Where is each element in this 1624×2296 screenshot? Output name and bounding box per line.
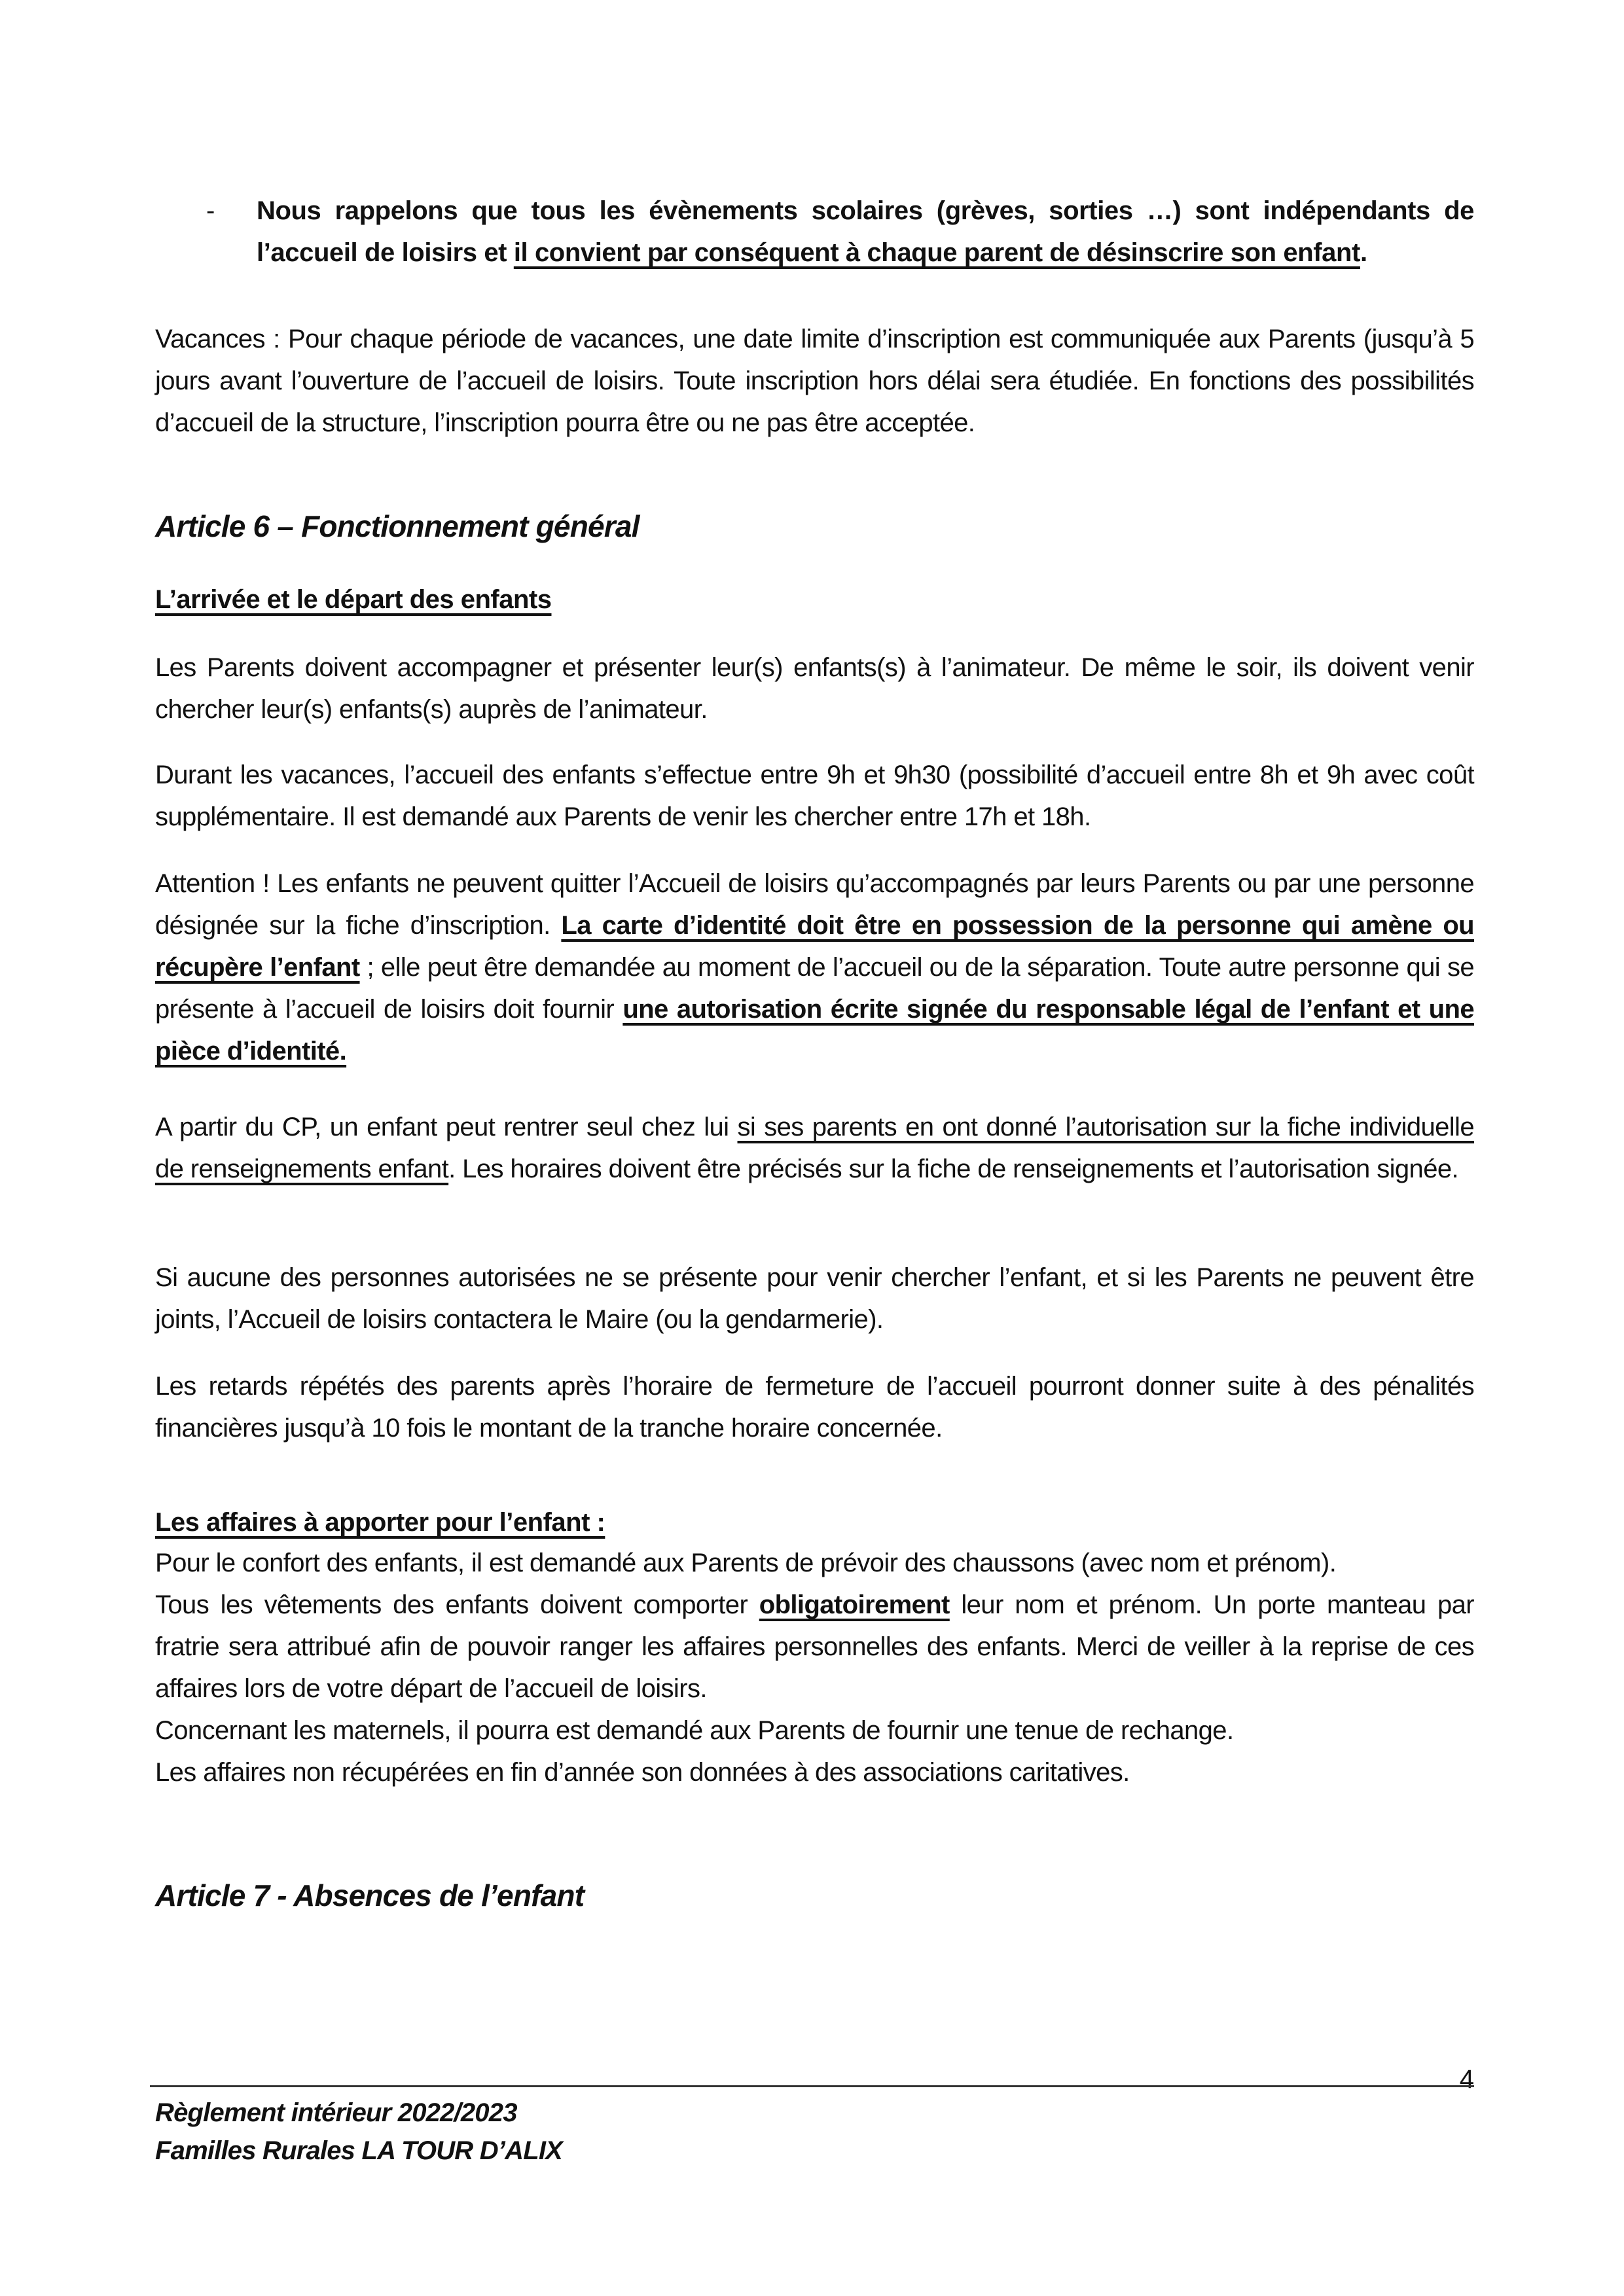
bullet-text-plain: Nous rappelons que tous les évènements scolaires (grèves, sorties …) sont indépendants de l’accueil de loisirs et (257, 196, 1474, 267)
vetements-obligatoirement: obligatoirement (759, 1590, 950, 1619)
article-7-title: Article 7 - Absences de l’enfant (155, 1878, 585, 1912)
cp-autorisation-underlined: si ses parents en ont donné l’autorisation sur la fiche individuelle de renseignements enfant (155, 1113, 1474, 1183)
paragraph-attention (155, 863, 1474, 1072)
attention-autorisation-ecrite: une autorisation écrite signée du responsable légal de l’enfant et une pièce d’identité. (155, 995, 1474, 1066)
affaires-line-maternels: Concernant les maternels, il pourra est demandé aux Parents de fournir une tenue de rechange. (155, 1716, 1234, 1745)
bullet-text-underlined: il convient par conséquent à chaque parent de désinscrire son enfant (513, 238, 1360, 267)
paragraph-horaires-vacances: Durant les vacances, l’accueil des enfants s’effectue entre 9h et 9h30 (possibilité d’accueil entre 8h et 9h avec coût supplémentaire. Il est demandé aux Parents de venir les chercher entre 17h et 18h. (155, 761, 1474, 831)
cp-text-2: . Les horaires doivent être précisés sur la fiche de renseignements et l’autorisation signée. (448, 1155, 1458, 1183)
vetements-text-1: Tous les vêtements des enfants doivent comporter (155, 1590, 759, 1619)
bullet-text (257, 190, 1474, 274)
footer-divider (150, 2085, 1474, 2087)
paragraph-cp-autorisation (155, 1106, 1474, 1190)
paragraph-accompagner: Les Parents doivent accompagner et présenter leur(s) enfants(s) à l’animateur. De même le soir, ils doivent venir chercher leur(s) enfants(s) auprès de l’animateur. (155, 653, 1474, 724)
affaires-paragraph-vetements (155, 1584, 1474, 1710)
affaires-line-non-recuperees: Les affaires non récupérées en fin d’année son données à des associations caritatives. (155, 1758, 1130, 1787)
attention-carte-identite: La carte d’identité doit être en possession de la personne qui amène ou récupère l’enfant (155, 911, 1474, 982)
attention-text-2: ; elle peut être demandée au moment de l’accueil ou de la séparation. Toute autre personne qui se présente à l’accueil de loisirs doit fournir (155, 953, 1475, 1024)
footer-title: Règlement intérieur 2022/2023 (155, 2098, 517, 2127)
article-6-title: Article 6 – Fonctionnement général (155, 509, 640, 543)
paragraph-retards: Les retards répétés des parents après l’horaire de fermeture de l’accueil pourront donner suite à des pénalités financières jusqu’à 10 fois le montant de la tranche horaire concernée. (155, 1372, 1474, 1443)
vetements-text-2: leur nom et prénom. Un porte manteau par fratrie sera attribué afin de pouvoir ranger les affaires personnelles des enfants. Merci de veiller à la reprise de ces affaires lors de votre départ de l’accueil de loisirs. (155, 1590, 1474, 1703)
subheading-affaires: Les affaires à apporter pour l’enfant : (155, 1508, 605, 1537)
footer-organization: Familles Rurales LA TOUR D’ALIX (155, 2136, 563, 2165)
bullet-text-end: . (1360, 238, 1367, 267)
subheading-arrivee-depart: L’arrivée et le départ des enfants (155, 585, 552, 614)
bullet-dash: - (206, 196, 215, 225)
document-page (155, 0, 1474, 2296)
vacances-paragraph: Vacances : Pour chaque période de vacances, une date limite d’inscription est communiquée aux Parents (jusqu’à 5 jours avant l’ouverture de l’accueil de loisirs. Toute inscription hors délai sera étudiée. En fonctions des possibilités d’accueil de la structure, l’inscription pourra être ou ne pas être acceptée. (155, 325, 1474, 437)
cp-text-1: A partir du CP, un enfant peut rentrer seul chez lui (155, 1113, 738, 1141)
bullet-reminder (155, 190, 1474, 274)
attention-text-1: Attention ! Les enfants ne peuvent quitter l’Accueil de loisirs qu’accompagnés par leurs Parents ou par une personne désignée sur la fiche d’inscription. (155, 869, 1474, 940)
page-number: 4 (1459, 2065, 1474, 2094)
paragraph-personnes-autorisees: Si aucune des personnes autorisées ne se présente pour venir chercher l’enfant, et si les Parents ne peuvent être joints, l’Accueil de loisirs contactera le Maire (ou la gendarmerie). (155, 1263, 1474, 1334)
affaires-line-chaussons: Pour le confort des enfants, il est demandé aux Parents de prévoir des chaussons (avec nom et prénom). (155, 1549, 1337, 1577)
